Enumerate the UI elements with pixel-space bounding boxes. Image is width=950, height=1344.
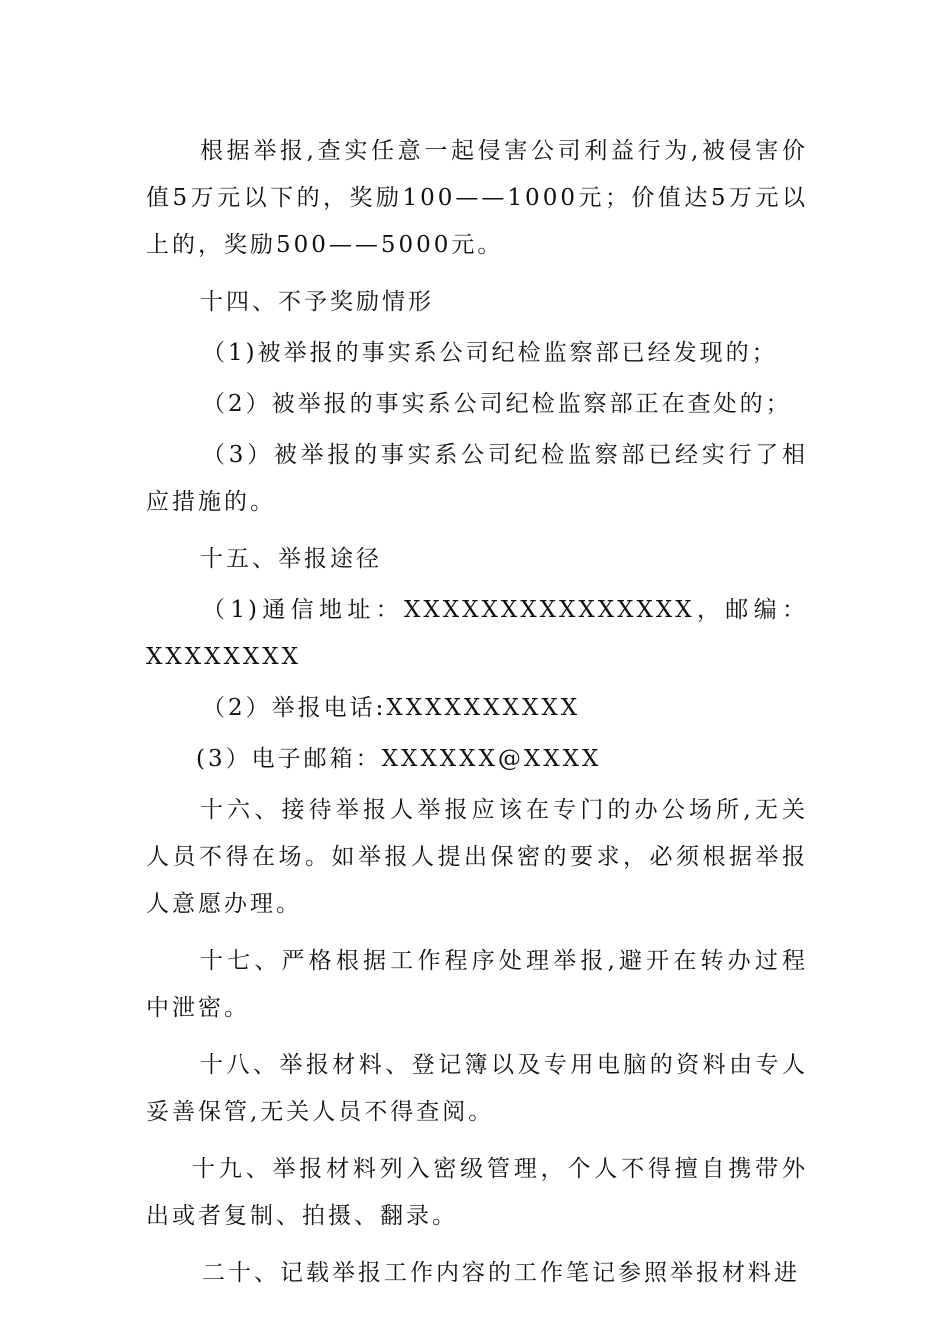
paragraph-19-classification: 十九、举报材料列入密级管理，个人不得擅自携带外出或者复制、拍摄、翻录。: [146, 1156, 808, 1229]
paragraph-20-notes: 二十、记载举报工作内容的工作笔记参照举报材料进: [202, 1260, 800, 1286]
paragraph-16-reception: 十六、接待举报人举报应该在专门的办公场所,无关人员不得在场。如举报人提出保密的要求，必须根据举报人意愿办理。: [146, 797, 808, 917]
document-body: [146, 128, 808, 1307]
paragraph-18-storage: 十八、举报材料、登记簿以及专用电脑的资料由专人妥善保管,无关人员不得查阅。: [146, 1052, 808, 1125]
list-item-14-3: （3）被举报的事实系公司纪检监察部已经实行了相应措施的。: [146, 442, 808, 515]
list-item-15-2-phone: （2）举报电话:XXXXXXXXXX: [202, 695, 581, 721]
paragraph-17-procedure: 十七、严格根据工作程序处理举报,避开在转办过程中泄密。: [146, 948, 808, 1021]
list-item-14-2: （2）被举报的事实系公司纪检监察部正在查处的；: [202, 391, 792, 417]
list-item-15-1-address: （1)通信地址：XXXXXXXXXXXXXXX，邮编：XXXXXXXX: [146, 597, 808, 670]
heading-15-report-channels: 十五、举报途径: [200, 546, 382, 572]
list-item-14-1: （1)被举报的事实系公司纪检监察部已经发现的；: [202, 340, 778, 366]
list-item-15-3-email: (3）电子邮箱：XXXXXX@XXXX: [196, 746, 602, 772]
paragraph-reward-amounts: 根据举报,查实任意一起侵害公司利益行为,被侵害价值5万元以下的，奖励100——1000元；价值达5万元以上的，奖励500——5000元。: [146, 138, 808, 258]
heading-14-no-reward: 十四、不予奖励情形: [200, 289, 434, 315]
